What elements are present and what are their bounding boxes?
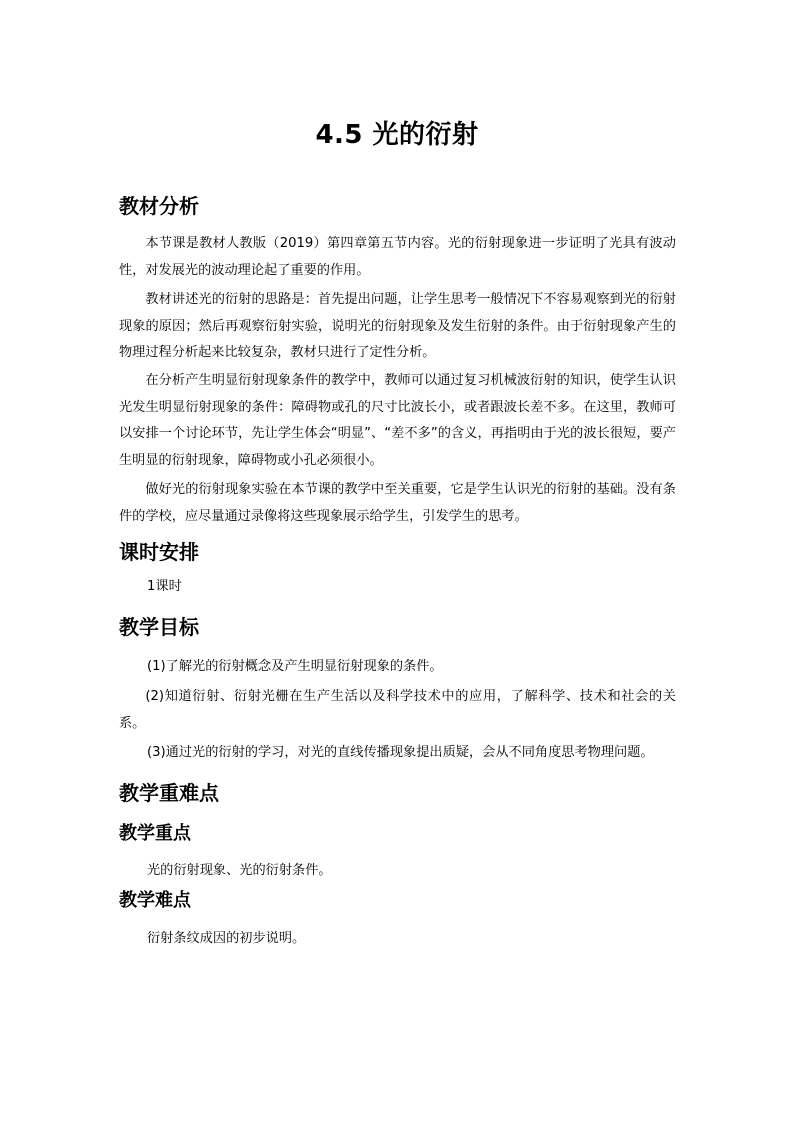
paragraph-material-1: 本节课是教材人教版（2019）第四章第五节内容。光的衍射现象进一步证明了光具有波动性，对发展光的波动理论起了重要的作用。: [119, 236, 676, 278]
goal-item-1: (1)了解光的衍射概念及产生明显衍射现象的条件。: [147, 659, 443, 674]
focus-text: 光的衍射现象、光的衍射条件。: [147, 863, 332, 878]
goal-item-3: (3)通过光的衍射的学习，对光的直线传播现象提出质疑，会从不同角度思考物理问题。: [147, 745, 654, 760]
schedule-text: 1课时: [147, 579, 182, 594]
heading-focus: 教学重点: [119, 823, 191, 844]
heading-schedule: 课时安排: [119, 540, 199, 564]
difficulty-text: 衍射条纹成因的初步说明。: [147, 931, 306, 946]
page-title: 4.5 光的衍射: [315, 120, 479, 150]
goal-item-2: (2)知道衍射、衍射光栅在生产生活以及科学技术中的应用，了解科学、技术和社会的关系。: [119, 689, 676, 731]
paragraph-material-4: 做好光的衍射现象实验在本节课的教学中至关重要，它是学生认识光的衍射的基础。没有条件的学校，应尽量通过录像将这些现象展示给学生，引发学生的思考。: [119, 482, 676, 524]
heading-key-points: 教学重难点: [119, 781, 219, 805]
heading-difficulty: 教学难点: [119, 890, 191, 911]
paragraph-material-2: 教材讲述光的衍射的思路是：首先提出问题，让学生思考一般情况下不容易观察到光的衍射现象的原因；然后再观察衍射实验，说明光的衍射现象及发生衍射的条件。由于衍射现象产生的物理过程分析起来比较复杂，教材只进行了定性分析。: [119, 292, 676, 360]
heading-goals: 教学目标: [119, 615, 199, 639]
heading-material-analysis: 教材分析: [119, 194, 199, 218]
paragraph-material-3: 在分析产生明显衍射现象条件的教学中，教师可以通过复习机械波衍射的知识，使学生认识光发生明显衍射现象的条件：障碍物或孔的尺寸比波长小，或者跟波长差不多。在这里，教师可以安排一个讨论环节，先让学生体会“明显”、“差不多”的含义，再指明由于光的波长很短，要产生明显的衍射现象，障碍物或小孔必须很小。: [119, 373, 676, 468]
